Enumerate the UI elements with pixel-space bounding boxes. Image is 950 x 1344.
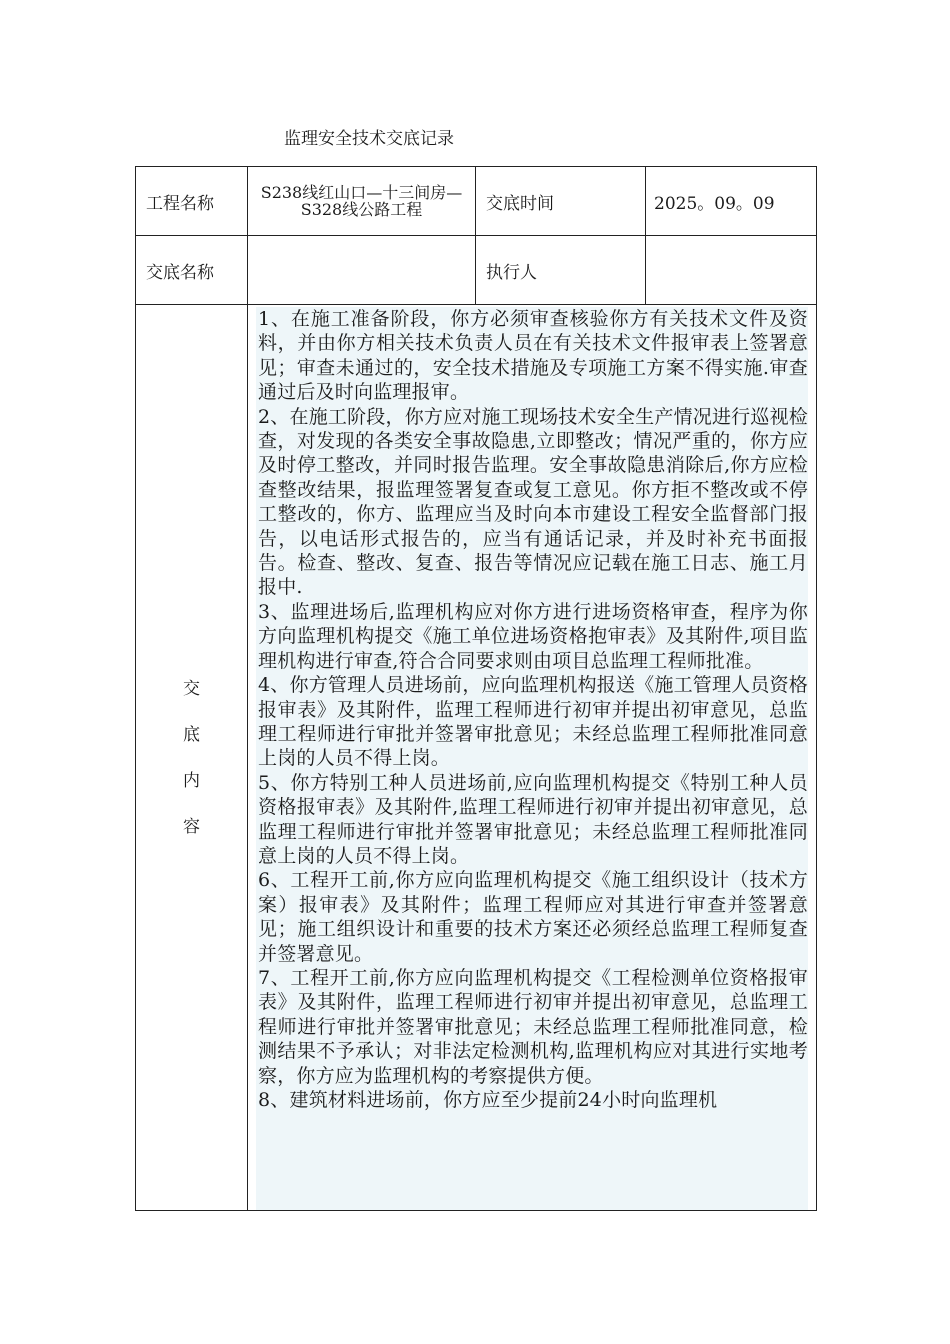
content-paragraph: 3、监理进场后,监理机构应对你方进行进场资格审查，程序为你方向监理机构提交《施工单位进场资格抱审表》及其附件,项目监理机构进行审查,符合合同要求则由项目总监理工程师批准。: [258, 600, 808, 672]
executor-value: [646, 236, 817, 305]
executor-label: 执行人: [476, 236, 646, 305]
content-paragraph: 7、工程开工前,你方应向监理机构提交《工程检测单位资格报审表》及其附件，监理工程师进行初审并提出初审意见，总监理工程师进行审批并签署审批意见；未经总监理工程师批准同意，检测结果不予承认；对非法定检测机构,监理机构应对其进行实地考察，你方应为监理机构的考察提供方便。: [258, 966, 808, 1087]
content-paragraph: 1、在施工准备阶段，你方必须审查核验你方有关技术文件及资料，并由你方相关技术负责人员在有关技术文件报审表上签署意见；审查未通过的，安全技术措施及专项施工方案不得实施.审查通过后及时向监理报审。: [258, 308, 808, 404]
content-label: [136, 305, 248, 1211]
project-name-label: 工程名称: [136, 167, 248, 236]
disclosure-name-value: [248, 236, 476, 305]
table-row: [136, 305, 817, 1211]
content-label-char: 内: [183, 770, 200, 791]
content-paragraph: 4、你方管理人员进场前，应向监理机构报送《施工管理人员资格报审表》及其附件，监理工程师进行初审并提出初审意见，总监理工程师进行审批并签署审批意见；未经总监理工程师批准同意上岗的人员不得上岗。: [258, 674, 808, 770]
content-label-char: 交: [183, 678, 200, 699]
content-label-char: 底: [183, 724, 200, 745]
table-row: [136, 167, 817, 236]
content-paragraph: 5、你方特别工种人员进场前,应向监理机构提交《特别工种人员资格报审表》及其附件,监理工程师进行初审并提出初审意见，总监理工程师进行审批并签署审批意见；未经总监理工程师批准同意上岗的人员不得上岗。: [258, 771, 808, 867]
content-text-area: [256, 307, 808, 1210]
disclosure-name-label: 交底名称: [136, 236, 248, 305]
content-paragraph: 8、建筑材料进场前，你方应至少提前24小时向监理机: [258, 1089, 718, 1111]
disclosure-time-value: 2025。09。09: [646, 167, 817, 236]
content-label-char: 容: [183, 816, 200, 837]
document-title: 监理安全技术交底记录: [284, 129, 454, 149]
table-row: [136, 236, 817, 305]
content-paragraph: 2、在施工阶段，你方应对施工现场技术安全生产情况进行巡视检查，对发现的各类安全事故隐患,立即整改；情况严重的，你方应及时停工整改，并同时报告监理。安全事故隐患消除后,你方应检查整改结果，报监理签署复查或复工意见。你方拒不整改或不停工整改的，你方、监理应当及时向本市建设工程安全监督部门报告，以电话形式报告的，应当有通话记录，并及时补充书面报告。检查、整改、复查、报告等情况应记载在施工日志、施工月报中.: [258, 405, 808, 599]
project-name-value: S238线红山口—十三间房—S328线公路工程: [248, 167, 476, 236]
content-paragraph: 6、工程开工前,你方应向监理机构提交《施工组织设计（技术方案）报审表》及其附件；监理工程师应对其进行审查并签署意见；施工组织设计和重要的技术方案还必须经总监理工程师复查并签署意见。: [258, 869, 808, 965]
disclosure-time-label: 交底时间: [476, 167, 646, 236]
disclosure-record-table: [135, 166, 817, 1211]
disclosure-content: [248, 305, 817, 1211]
